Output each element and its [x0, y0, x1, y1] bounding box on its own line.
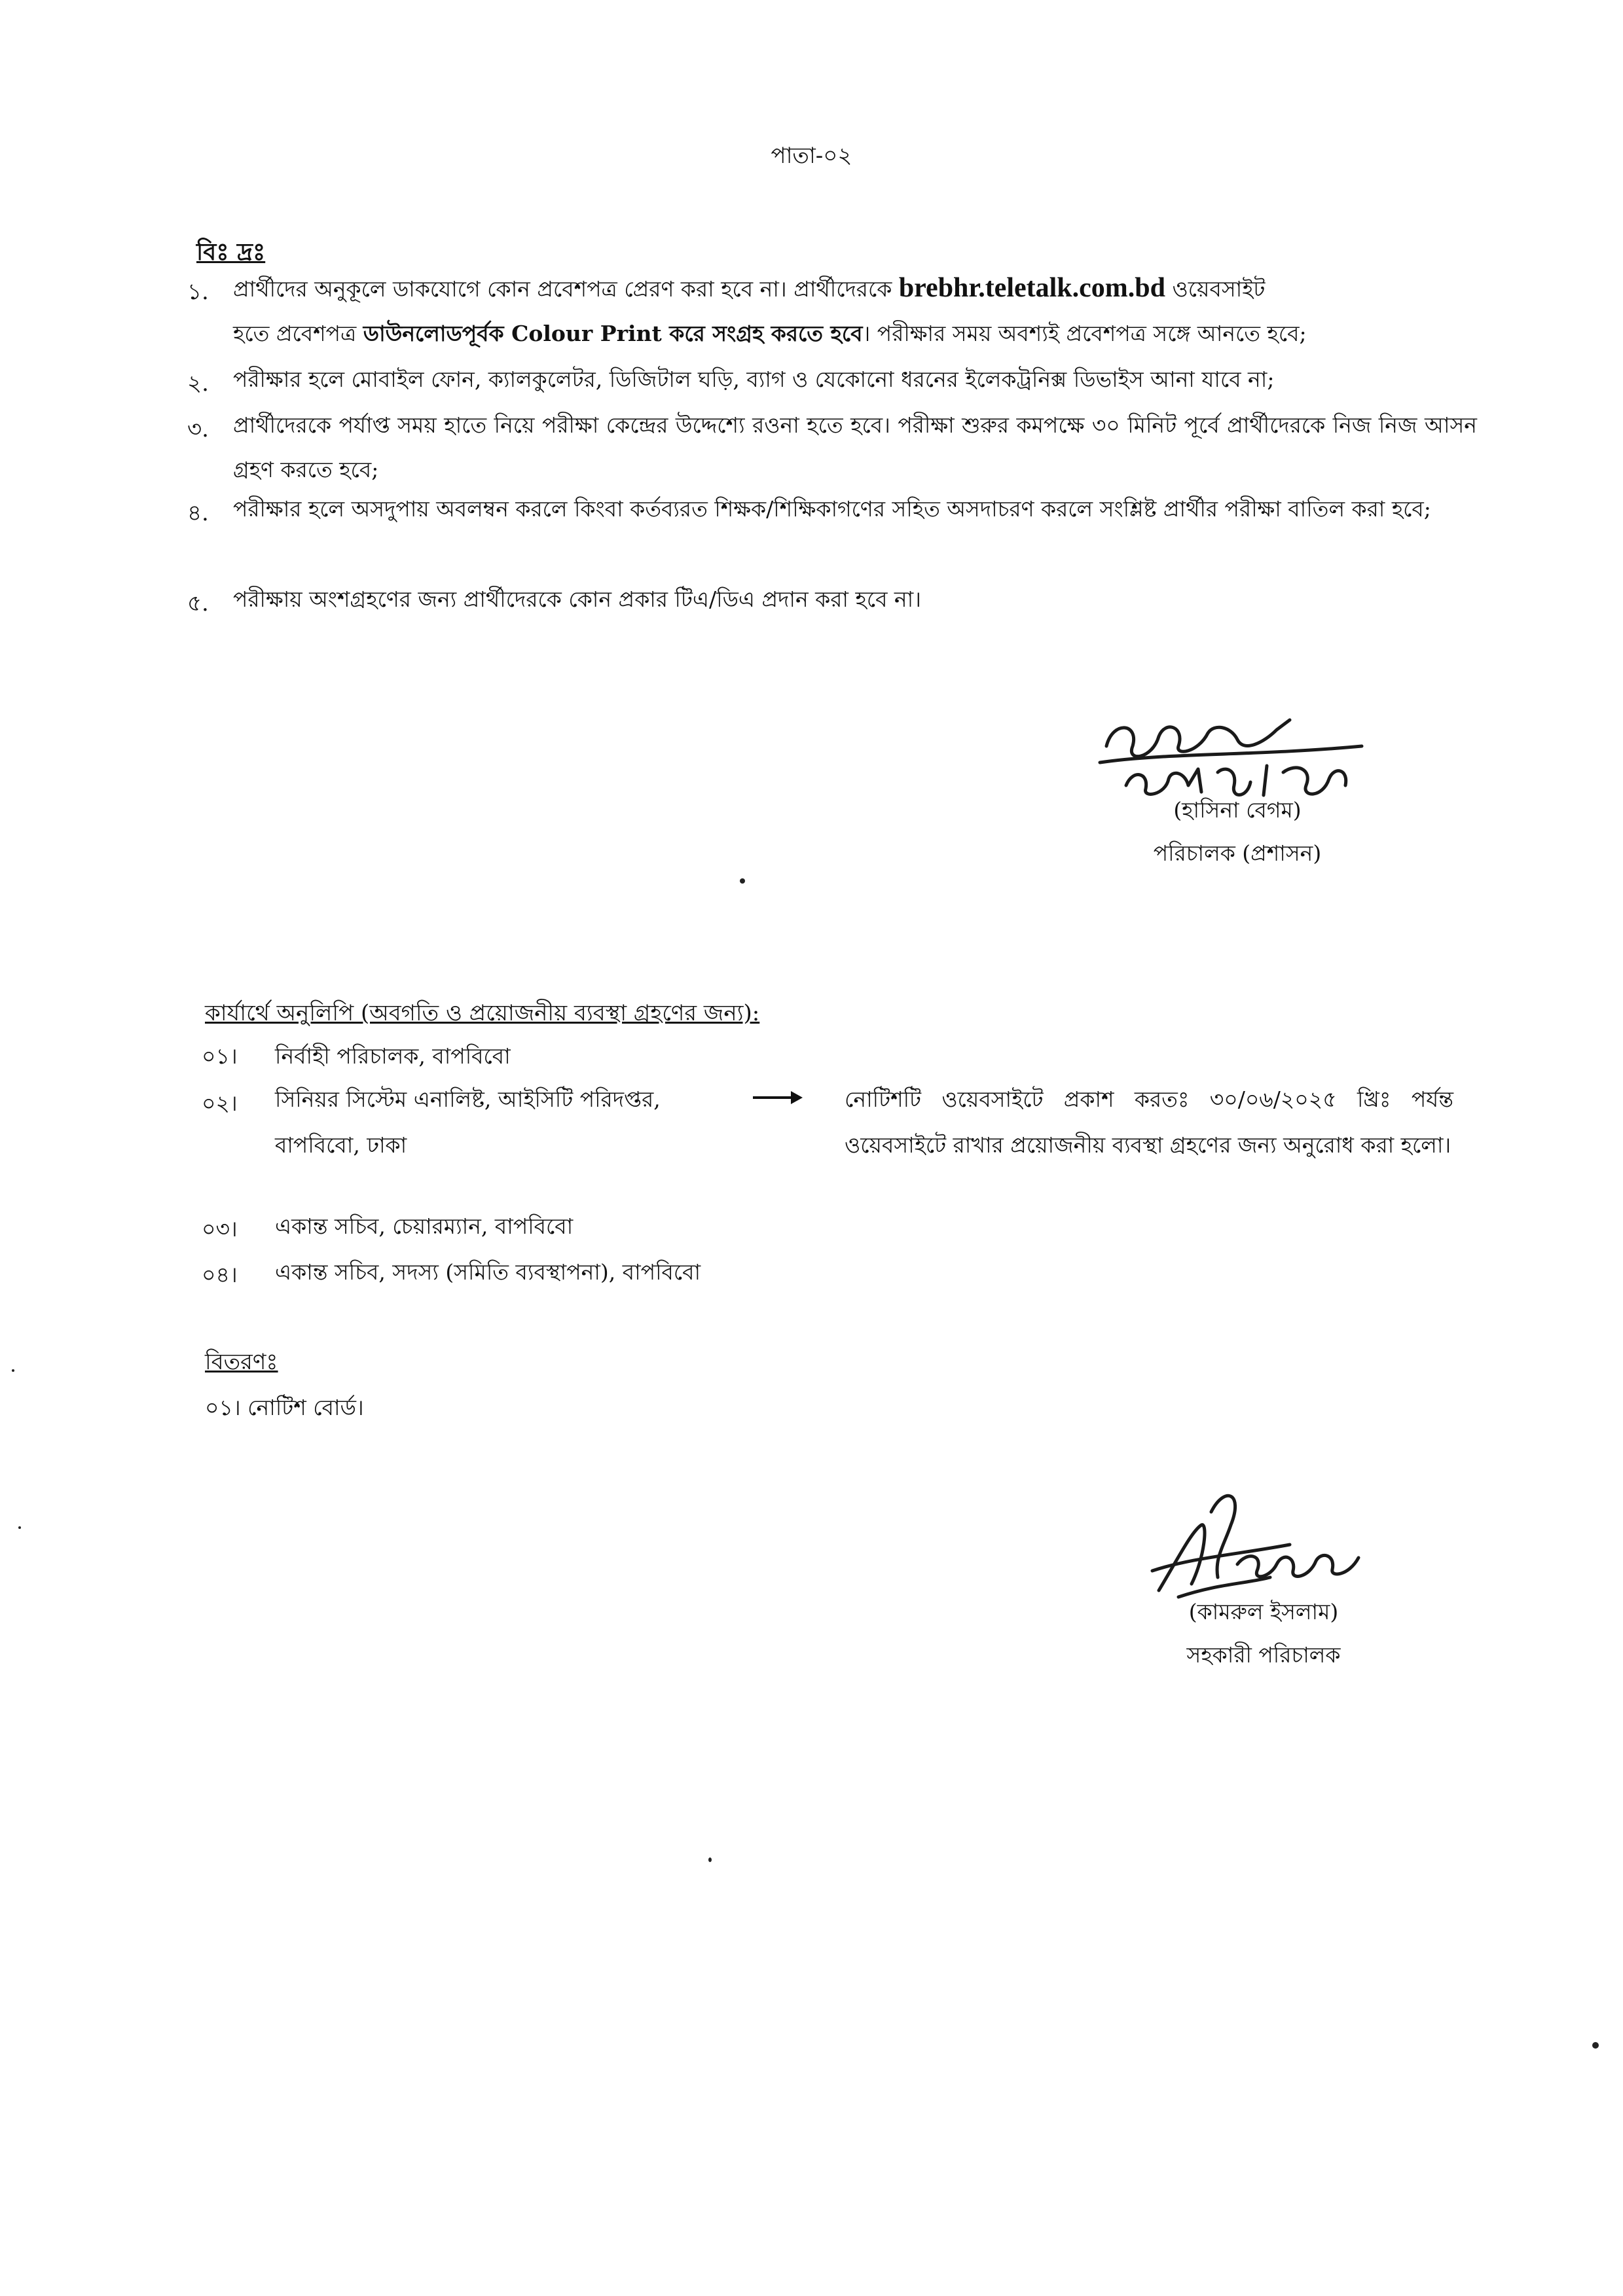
copy-item-2: সিনিয়র সিস্টেম এনালিষ্ট, আইসিটি পরিদপ্তর,	[275, 1086, 661, 1112]
signatory-name: (হাসিনা বেগম)	[1173, 797, 1302, 823]
copy-item-4: একান্ত সচিব, সদস্য (সমিতি ব্যবস্থাপনা), বাপবিবো	[275, 1259, 701, 1285]
scan-speck	[740, 878, 745, 884]
signatory-name: (কামরুল ইসলাম)	[1188, 1599, 1339, 1624]
note-item-1	[233, 266, 1477, 356]
note-text: ওয়েবসাইট	[1172, 276, 1266, 302]
copy-heading: কার্যার্থে অনুলিপি (অবগতি ও প্রয়োজনীয় ব্যবস্থা গ্রহণের জন্য):	[205, 1000, 760, 1026]
distribution-heading: বিতরণঃ	[205, 1349, 278, 1375]
website-url: brebhr.teletalk.com.bd	[898, 273, 1165, 303]
note-text: । পরীক্ষার সময় অবশ্যই প্রবেশপত্র সঙ্গে আনতে হবে;	[862, 321, 1307, 346]
signatory-designation: সহকারী পরিচালক	[1186, 1642, 1341, 1668]
scan-speck	[708, 1857, 712, 1862]
note-number: ১.	[187, 279, 209, 305]
note-number: ২.	[187, 370, 209, 397]
signatory-designation: পরিচালক (প্রশাসন)	[1153, 840, 1322, 866]
note-number: ৫.	[187, 590, 209, 617]
note-text: হতে প্রবেশপত্র	[233, 321, 357, 346]
note-number: ৩.	[187, 416, 209, 442]
note-item-2: পরীক্ষার হলে মোবাইল ফোন, ক্যালকুলেটর, ডিজিটাল ঘড়ি, ব্যাগ ও যেকোনো ধরনের ইলেকট্রনিক্স ডিভাইস আনা যাবে না;	[233, 367, 1275, 392]
copy-number: ০১।	[202, 1043, 238, 1069]
copy-number: ০৪।	[202, 1262, 238, 1287]
copy-item-2-line2: বাপবিবো, ঢাকা	[275, 1132, 407, 1158]
page-number: পাতা-০২	[771, 143, 852, 169]
note-item-5: পরীক্ষায় অংশগ্রহণের জন্য প্রার্থীদেরকে কোন প্রকার টিএ/ডিএ প্রদান করা হবে না।	[233, 586, 922, 612]
note-item-3: প্রার্থীদেরকে পর্যাপ্ত সময় হাতে নিয়ে পরীক্ষা কেন্দ্রের উদ্দেশ্যে রওনা হতে হবে। পরীক্ষা শুরুর কমপক্ষে ৩০ মিনিট পূর্বে প্রার্থীদেরকে নিজ নিজ আসন গ্রহণ করতে হবে;	[233, 412, 1477, 482]
website-note: নোটিশটি ওয়েবসাইটে প্রকাশ করতঃ ৩০/০৬/২০২৫ খ্রিঃ পর্যন্ত ওয়েবসাইটে রাখার প্রয়োজনীয় ব্যবস্থা গ্রহণের জন্য অনুরোধ করা হলো।	[845, 1086, 1453, 1158]
note-text: প্রার্থীদের অনুকূলে ডাকযোগে কোন প্রবেশপত্র প্রেরণ করা হবে না। প্রার্থীদেরকে	[233, 276, 892, 302]
scan-speck	[1592, 2042, 1599, 2049]
scan-speck	[12, 1369, 14, 1372]
scan-speck	[18, 1526, 21, 1529]
arrow-right-icon	[752, 1088, 804, 1110]
copy-number: ০৩।	[202, 1216, 238, 1242]
note-bold-text: ডাউনলোডপূর্বক Colour Print করে সংগ্রহ করতে হবে	[363, 321, 863, 346]
copy-item-3: একান্ত সচিব, চেয়ারম্যান, বাপবিবো	[275, 1213, 574, 1239]
copy-number: ০২।	[202, 1090, 238, 1116]
arrow-right-icon-svg	[752, 1088, 804, 1107]
copy-item-1: নির্বাহী পরিচালক, বাপবিবো	[275, 1043, 511, 1069]
note-number: ৪.	[187, 500, 209, 526]
note-item-4: পরীক্ষার হলে অসদুপায় অবলম্বন করলে কিংবা কর্তব্যরত শিক্ষক/শিক্ষিকাগণের সহিত অসদাচরণ করলে সংশ্লিষ্ট প্রার্থীর পরীক্ষা বাতিল করা হবে;	[233, 496, 1431, 522]
notes-heading: বিঃ দ্রঃ	[196, 238, 266, 266]
distribution-item: ০১। নোটিশ বোর্ড।	[205, 1395, 364, 1420]
